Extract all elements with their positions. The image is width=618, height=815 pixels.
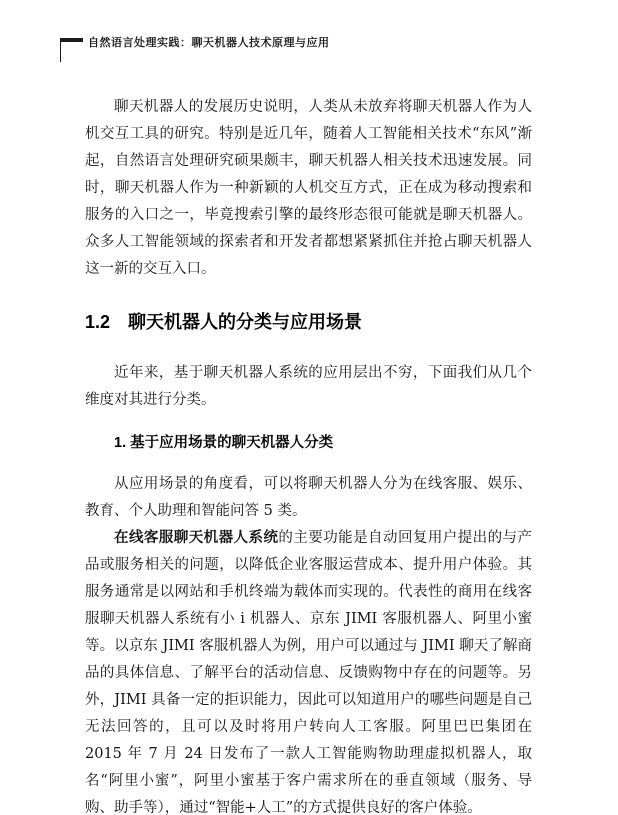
book-title: 自然语言处理实践：聊天机器人技术原理与应用 <box>88 37 330 49</box>
page-body <box>85 94 532 815</box>
classification-paragraph: 近年来，基于聊天机器人系统的应用层出不穷，下面我们从几个维度对其进行分类。 <box>85 365 532 408</box>
service-paragraph-rest: 的主要功能是自动回复用户提出的与产品或服务相关的问题，以降低企业客服运营成本、提升用户体验。其服务通常是以网站和手机终端为载体而实现的。代表性的商用在线客服聊天机器人系统有小 i 机器人、京东 JIMI 客服机器人、阿里小蜜等。以京东 JIMI 客服机器人为例，用户可以通过与 JIMI 聊天了解商品的具体信息、了解平台的活动信息、反馈购物中存在的问题等。另外，JIMI 具备一定的拒识能力，因此可以知道用户的哪些问题是自己无法回答的，且可以及时将用户转向人工客服。阿里巴巴集团在 2015 年 7 月 24 日发布了一款人工智能购物助理虚拟机器人，取名“阿里小蜜”，阿里小蜜基于客户需求所在的垂直领域（服务、导购、助手等），通过“智能+人工”的方式提供良好的客户体验。 <box>85 530 533 815</box>
running-header <box>88 34 532 50</box>
service-paragraph <box>85 525 532 815</box>
service-paragraph-lead: 在线客服聊天机器人系统 <box>114 530 279 546</box>
section-number: 1.2 <box>85 312 111 332</box>
scene-paragraph: 从应用场景的角度看，可以将聊天机器人分为在线客服、娱乐、教育、个人助理和智能问答 5 类。 <box>85 476 532 519</box>
sub-heading: 1. 基于应用场景的聊天机器人分类 <box>114 435 334 451</box>
section-title: 聊天机器人的分类与应用场景 <box>128 312 363 332</box>
section-heading <box>85 309 532 336</box>
header-corner-mark <box>60 38 83 62</box>
intro-paragraph: 聊天机器人的发展历史说明，人类从未放弃将聊天机器人作为人机交互工具的研究。特别是近几年，随着人工智能相关技术“东风”渐起，自然语言处理研究硕果颇丰，聊天机器人相关技术迅速发展。同时，聊天机器人作为一种新颖的人机交互方式，正在成为移动搜索和服务的入口之一，毕竟搜索引擎的最终形态很可能就是聊天机器人。众多人工智能领域的探索者和开发者都想紧紧抓住并抢占聊天机器人这一新的交互入口。 <box>85 99 532 277</box>
